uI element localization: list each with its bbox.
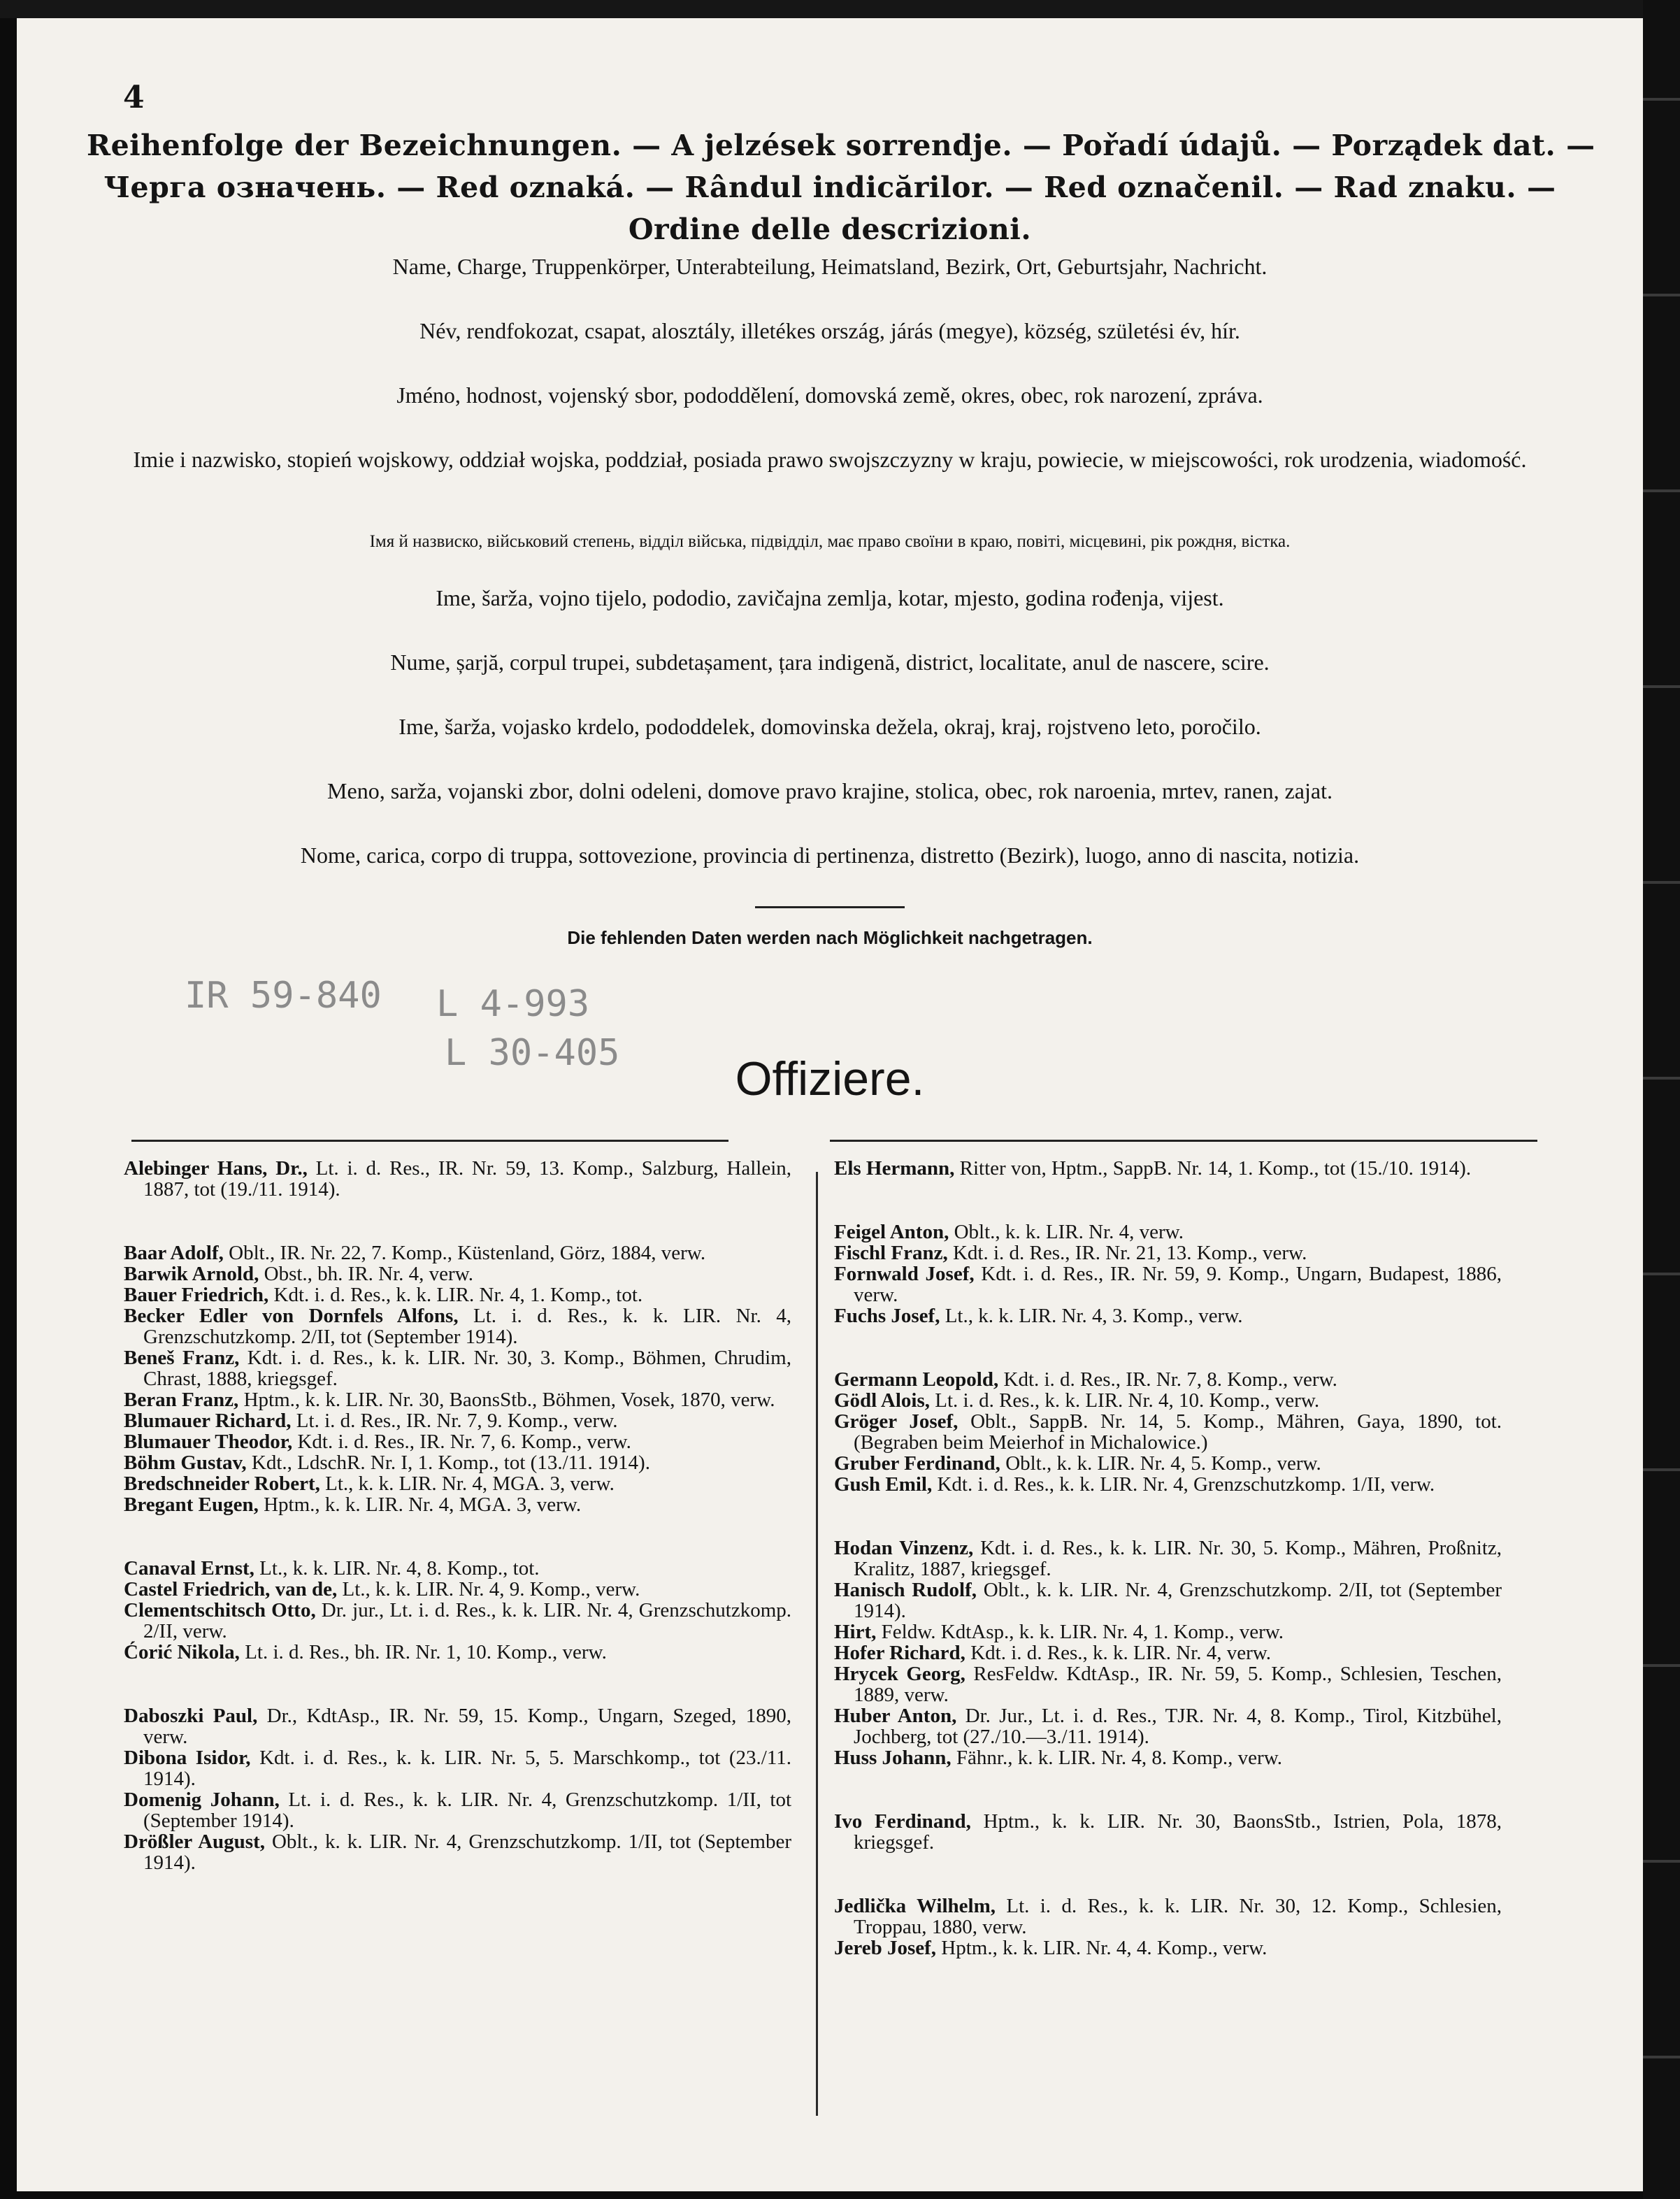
officer-details: Kdt. i. d. Res., k. k. LIR. Nr. 30, 5. Komp., Mähren, Proßnitz, Kralitz, 1887, kriegsgef. (854, 1537, 1502, 1580)
scan-border-right (1643, 0, 1680, 2199)
officer-entry (834, 1222, 1502, 1242)
officer-entry (834, 1747, 1502, 1768)
officer-name: Hodan Vinzenz, (834, 1537, 974, 1559)
officer-entry (834, 1369, 1502, 1390)
officer-entry (834, 1390, 1502, 1411)
officer-name: Daboszki Paul, (124, 1705, 258, 1727)
officer-entry (124, 1305, 791, 1347)
pencil-note-1: IR 59-840 (185, 975, 382, 1017)
officer-entry (834, 1642, 1502, 1663)
officer-name: Gruber Ferdinand, (834, 1452, 1000, 1475)
officer-entry (124, 1494, 791, 1515)
heading-line-1: Reihenfolge der Bezeichnungen. — A jelzések sorrendje. — Pořadí údajů. — Porządek dat. — (87, 129, 1595, 162)
scan-border-top (0, 0, 1680, 18)
entry-gap (124, 1663, 791, 1705)
officer-details: Lt. i. d. Res., k. k. LIR. Nr. 4, Grenzschutzkomp. 1/II, tot (September 1914). (143, 1789, 792, 1832)
officer-name: Fornwald Josef, (834, 1263, 975, 1285)
officer-details: Hptm., k. k. LIR. Nr. 30, BaonsStb., Böhmen, Vosek, 1870, verw. (238, 1389, 775, 1411)
legend-ukrainian: Імя й назвиско, військовий степень, відділ війська, підвідділ, має право своїни в краю, повіті, місцевині, рік рождня, вістка. (369, 532, 1291, 551)
officer-details: Kdt. i. d. Res., IR. Nr. 7, 8. Komp., verw. (998, 1368, 1337, 1391)
officer-name: Gödl Alois, (834, 1389, 930, 1412)
officer-details: Lt., k. k. LIR. Nr. 4, MGA. 3, verw. (320, 1473, 615, 1495)
officer-entry (834, 1158, 1502, 1179)
officer-name: Beran Franz, (124, 1389, 239, 1411)
officer-name: Ivo Ferdinand, (834, 1810, 971, 1833)
officer-name: Ćorić Nikola, (124, 1641, 240, 1663)
officer-entry (834, 1305, 1502, 1326)
legend-slovene: Ime, šarža, vojasko krdelo, pododdelek, domovinska dežela, okraj, kraj, rojstveno leto, poročilo. (399, 714, 1261, 739)
officer-name: Canaval Ernst, (124, 1557, 254, 1580)
officer-details: Lt. i. d. Res., k. k. LIR. Nr. 30, 12. Komp., Schlesien, Troppau, 1880, verw. (854, 1895, 1502, 1938)
left-column (124, 1158, 791, 1873)
officer-details: Kdt. i. d. Res., IR. Nr. 21, 13. Komp., verw. (947, 1242, 1307, 1264)
legend-slovak: Meno, sarža, vojanski zbor, dolni odeleni, domove pravo krajine, stolica, obec, rok naroenia, mrtev, ranen, zajat. (327, 778, 1333, 803)
officer-entry (124, 1284, 791, 1305)
right-column (834, 1158, 1502, 1958)
officer-entry (124, 1831, 791, 1873)
officer-details: Obst., bh. IR. Nr. 4, verw. (259, 1263, 473, 1285)
officer-entry (124, 1473, 791, 1494)
officer-details: Kdt. i. d. Res., k. k. LIR. Nr. 4, verw. (965, 1642, 1272, 1664)
officer-name: Böhm Gustav, (124, 1452, 247, 1474)
officer-details: Lt., k. k. LIR. Nr. 4, 3. Komp., verw. (940, 1305, 1243, 1327)
officer-entry (124, 1389, 791, 1410)
officer-details: Kdt. i. d. Res., k. k. LIR. Nr. 4, Grenzschutzkomp. 1/II, verw. (932, 1473, 1435, 1496)
officer-name: Hanisch Rudolf, (834, 1579, 977, 1601)
officer-entry (834, 1663, 1502, 1705)
officer-name: Becker Edler von Dornfels Alfons, (124, 1305, 459, 1327)
officer-details: Kdt. i. d. Res., IR. Nr. 59, 9. Komp., Ungarn, Budapest, 1886, verw. (854, 1263, 1502, 1306)
officer-entry (834, 1580, 1502, 1621)
heading-line-3: Ordine delle descrizioni. (628, 213, 1032, 246)
officer-entry (124, 1705, 791, 1747)
officer-details: Oblt., SappB. Nr. 14, 5. Komp., Mähren, Gaya, 1890, tot. (Begraben beim Meierhof in Michalowice.) (854, 1410, 1502, 1454)
officer-entry (124, 1452, 791, 1473)
officer-name: Germann Leopold, (834, 1368, 999, 1391)
entry-gap (834, 1326, 1502, 1369)
officer-entry (124, 1431, 791, 1452)
officer-details: Lt. i. d. Res., k. k. LIR. Nr. 4, Grenzschutzkomp. 2/II, tot (September 1914). (143, 1305, 791, 1348)
missing-data-note: Die fehlenden Daten werden nach Möglichkeit nachgetragen. (567, 927, 1093, 948)
officer-entry (834, 1896, 1502, 1937)
right-column-rule (830, 1140, 1537, 1142)
officer-details: Lt. i. d. Res., IR. Nr. 7, 9. Komp., verw. (291, 1410, 618, 1432)
officer-entry (834, 1242, 1502, 1263)
legend-german: Name, Charge, Truppenkörper, Unterabteilung, Heimatsland, Bezirk, Ort, Geburtsjahr, Nachricht. (392, 254, 1268, 279)
officer-entry (124, 1263, 791, 1284)
officer-entry (124, 1579, 791, 1600)
officer-name: Clementschitsch Otto, (124, 1599, 316, 1621)
legend-czech: Jméno, hodnost, vojenský sbor, pododdělení, domovská země, okres, obec, rok narození, zpráva. (396, 382, 1263, 408)
officer-details: Lt. i. d. Res., IR. Nr. 59, 13. Komp., Salzburg, Hallein, 1887, tot (19./11. 1914). (143, 1157, 792, 1201)
officer-details: Kdt. i. d. Res., k. k. LIR. Nr. 4, 1. Komp., tot. (268, 1284, 643, 1306)
legend-italian: Nome, carica, corpo di truppa, sottovezione, provincia di pertinenza, distretto (Bezirk), luogo, anno di nascita, notizia. (300, 843, 1360, 868)
officer-name: Jereb Josef, (834, 1937, 937, 1959)
officer-entry (124, 1347, 791, 1389)
officer-details: Oblt., k. k. LIR. Nr. 4, Grenzschutzkomp. 2/II, tot (September 1914). (854, 1579, 1502, 1622)
officer-name: Dibona Isidor, (124, 1747, 251, 1769)
entry-gap (834, 1179, 1502, 1222)
pencil-note-3: L 30-405 (445, 1032, 620, 1074)
officer-entry (834, 1621, 1502, 1642)
officer-name: Hrycek Georg, (834, 1663, 965, 1685)
officer-name: Hirt, (834, 1621, 877, 1643)
officer-entry (834, 1705, 1502, 1747)
officer-entry (834, 1263, 1502, 1305)
officer-details: Lt. i. d. Res., bh. IR. Nr. 1, 10. Komp., verw. (239, 1641, 607, 1663)
officer-name: Huss Johann, (834, 1747, 952, 1769)
officer-details: Dr., KdtAsp., IR. Nr. 59, 15. Komp., Ungarn, Szeged, 1890, verw. (143, 1705, 791, 1748)
officer-details: Fähnr., k. k. LIR. Nr. 4, 8. Komp., verw. (951, 1747, 1283, 1769)
officer-details: ResFeldw. KdtAsp., IR. Nr. 59, 5. Komp., Schlesien, Teschen, 1889, verw. (854, 1663, 1502, 1706)
officer-name: Bauer Friedrich, (124, 1284, 269, 1306)
officer-entry (124, 1410, 791, 1431)
entry-gap (834, 1853, 1502, 1896)
entry-gap (834, 1495, 1502, 1538)
officer-details: Lt. i. d. Res., k. k. LIR. Nr. 4, 10. Komp., verw. (930, 1389, 1320, 1412)
document-page (17, 18, 1643, 2191)
officer-details: Kdt. i. d. Res., IR. Nr. 7, 6. Komp., verw. (292, 1431, 631, 1453)
legend-polish: Imie i nazwisko, stopień wojskowy, oddział wojska, poddział, posiada prawo swojszczyzny w kraju, powiecie, w miejscowości, rok urodzenia, wiadomość. (133, 447, 1527, 472)
officer-name: Els Hermann, (834, 1157, 955, 1180)
officer-name: Jedlička Wilhelm, (834, 1895, 996, 1917)
page-number: 4 (123, 80, 145, 115)
officer-details: Oblt., k. k. LIR. Nr. 4, verw. (949, 1221, 1184, 1243)
pencil-note-2: L 4-993 (436, 983, 590, 1025)
officer-entry (124, 1747, 791, 1789)
officer-name: Baar Adolf, (124, 1242, 224, 1264)
section-title: Offiziere. (735, 1052, 925, 1105)
officer-name: Hofer Richard, (834, 1642, 965, 1664)
officer-details: Hptm., k. k. LIR. Nr. 30, BaonsStb., Istrien, Pola, 1878, kriegsgef. (854, 1810, 1502, 1854)
officer-name: Fuchs Josef, (834, 1305, 940, 1327)
officer-name: Blumauer Theodor, (124, 1431, 293, 1453)
officer-name: Beneš Franz, (124, 1347, 240, 1369)
officer-entry (834, 1538, 1502, 1580)
officer-details: Oblt., k. k. LIR. Nr. 4, Grenzschutzkomp. 1/II, tot (September 1914). (143, 1831, 791, 1874)
officer-details: Lt., k. k. LIR. Nr. 4, 9. Komp., verw. (337, 1578, 640, 1600)
officer-entry (124, 1789, 791, 1831)
officer-details: Hptm., k. k. LIR. Nr. 4, 4. Komp., verw. (936, 1937, 1268, 1959)
officer-details: Kdt., LdschR. Nr. I, 1. Komp., tot (13./11. 1914). (246, 1452, 650, 1474)
officer-details: Hptm., k. k. LIR. Nr. 4, MGA. 3, verw. (258, 1494, 582, 1516)
legend-hungarian: Név, rendfokozat, csapat, alosztály, illetékes ország, járás (megye), község, születési év, hír. (419, 318, 1240, 343)
officer-name: Alebinger Hans, Dr., (124, 1157, 308, 1180)
legend-romanian: Nume, șarjă, corpul trupei, subdetașament, țara indigenă, district, localitate, anul de nascere, scire. (390, 650, 1270, 675)
officer-entry (124, 1558, 791, 1579)
officer-name: Barwik Arnold, (124, 1263, 259, 1285)
officer-details: Ritter von, Hptm., SappB. Nr. 14, 1. Komp., tot (15./10. 1914). (954, 1157, 1472, 1180)
left-column-rule (131, 1140, 728, 1142)
entry-gap (124, 1200, 791, 1242)
officer-details: Oblt., k. k. LIR. Nr. 4, 5. Komp., verw. (1000, 1452, 1321, 1475)
officer-details: Lt., k. k. LIR. Nr. 4, 8. Komp., tot. (254, 1557, 540, 1580)
officer-name: Feigel Anton, (834, 1221, 949, 1243)
officer-entry (834, 1937, 1502, 1958)
officer-details: Feldw. KdtAsp., k. k. LIR. Nr. 4, 1. Komp., verw. (876, 1621, 1284, 1643)
officer-entry (124, 1242, 791, 1263)
divider-rule (755, 906, 905, 908)
officer-name: Huber Anton, (834, 1705, 957, 1727)
officer-entry (124, 1642, 791, 1663)
officer-details: Kdt. i. d. Res., k. k. LIR. Nr. 30, 3. Komp., Böhmen, Chrudim, Chrast, 1888, kriegsgef. (143, 1347, 791, 1390)
officer-name: Bregant Eugen, (124, 1494, 259, 1516)
officer-details: Dr. jur., Lt. i. d. Res., k. k. LIR. Nr. 4, Grenzschutzkomp. 2/II, verw. (143, 1599, 792, 1642)
officer-entry (834, 1453, 1502, 1474)
officer-entry (834, 1811, 1502, 1853)
officer-details: Oblt., IR. Nr. 22, 7. Komp., Küstenland, Görz, 1884, verw. (223, 1242, 706, 1264)
officer-entry (124, 1600, 791, 1642)
officer-entry (834, 1411, 1502, 1453)
column-divider (816, 1172, 818, 2116)
officer-entry (834, 1474, 1502, 1495)
officer-details: Dr. Jur., Lt. i. d. Res., TJR. Nr. 4, 8. Komp., Tirol, Kitzbühel, Jochberg, tot (27./10.—3./11. 1914). (854, 1705, 1502, 1748)
officer-name: Drößler August, (124, 1831, 265, 1853)
legend-croatian: Ime, šarža, vojno tijelo, pododio, zavičajna zemlja, kotar, mjesto, godina rođenja, vijest. (436, 585, 1224, 610)
officer-name: Gush Emil, (834, 1473, 933, 1496)
officer-name: Fischl Franz, (834, 1242, 948, 1264)
entry-gap (834, 1768, 1502, 1811)
officer-name: Blumauer Richard, (124, 1410, 292, 1432)
officer-name: Gröger Josef, (834, 1410, 959, 1433)
entry-gap (124, 1515, 791, 1558)
officer-name: Castel Friedrich, van de, (124, 1578, 338, 1600)
officer-details: Kdt. i. d. Res., k. k. LIR. Nr. 5, 5. Marschkomp., tot (23./11. 1914). (143, 1747, 791, 1790)
officer-entry (124, 1158, 791, 1200)
officer-name: Bredschneider Robert, (124, 1473, 320, 1495)
officer-name: Domenig Johann, (124, 1789, 280, 1811)
heading-line-2: Черга означень. — Red oznaká. — Rândul indicărilor. — Red označenil. — Rad znaku. — (103, 171, 1556, 204)
